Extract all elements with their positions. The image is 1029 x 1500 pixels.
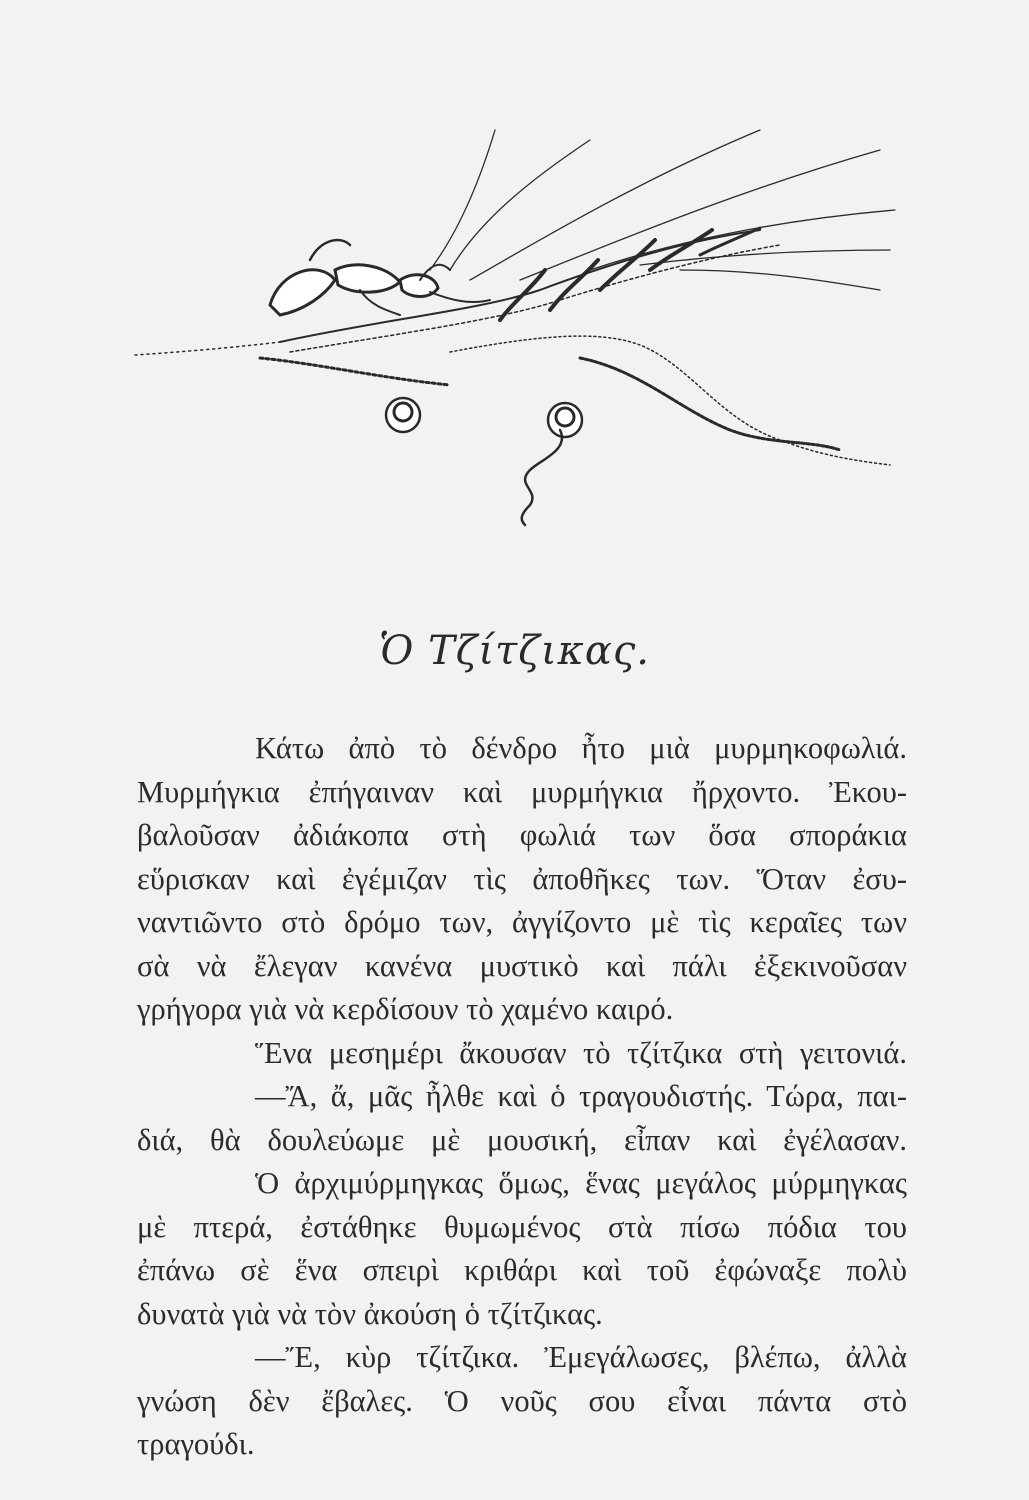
text-line: διά, θὰ δουλεύωμε μὲ μουσική, εἶπαν καὶ ἐγέλασαν.: [137, 1122, 907, 1157]
text-line: βαλοῦσαν ἀδιάκοπα στὴ φωλιά των ὅσα σποράκια: [137, 818, 907, 852]
text-line: εὕρισκαν καὶ ἐγέμιζαν τὶς ἀποθῆκες των. Ὅταν ἐσυ-: [137, 861, 907, 896]
paragraph: [137, 727, 907, 1032]
page-title: Ὁ Τζίτζικας.: [379, 628, 650, 674]
paragraph: [137, 1336, 907, 1467]
text-line: τραγούδι.: [137, 1427, 255, 1461]
text-line: Ὁ ἀρχιμύρμηγκας ὅμως, ἕνας μεγάλος μύρμηγκας: [255, 1166, 907, 1200]
text-line: Κάτω ἀπὸ τὸ δένδρο ἦτο μιὰ μυρμηκοφωλιά.: [255, 731, 907, 765]
text-line: γνώση δὲν ἔβαλες. Ὁ νοῦς σου εἶναι πάντα στὸ: [137, 1383, 907, 1418]
text-line: ναντιῶντο στὸ δρόμο των, ἀγγίζοντο μὲ τὶς κεραῖες των: [137, 905, 907, 939]
paragraph: [137, 1162, 907, 1336]
text-line: Μυρμήγκια ἐπήγαιναν καὶ μυρμήγκια ἤρχοντο. Ἐκου-: [137, 774, 907, 809]
text-line: —Ἄ, ἄ, μᾶς ἦλθε καὶ ὁ τραγουδιστής. Τώρα, παι-: [255, 1079, 907, 1113]
text-line: ἐπάνω σὲ ἕνα σπειρὶ κριθάρι καὶ τοῦ ἐφώναξε πολὺ: [137, 1253, 907, 1287]
text-line: μὲ πτερά, ἐστάθηκε θυμωμένος στὰ πίσω πόδια του: [137, 1209, 907, 1244]
text-line: δυνατὰ γιὰ νὰ τὸν ἀκούση ὁ τζίτζικας.: [137, 1296, 603, 1331]
ant-on-wheat-illustration: [120, 120, 920, 540]
paragraph: [137, 1075, 907, 1162]
text-line: —Ἔ, κὺρ τζίτζικα. Ἐμεγάλωσες, βλέπω, ἀλλὰ: [255, 1340, 907, 1374]
text-line: γρήγορα γιὰ νὰ κερδίσουν τὸ χαμένο καιρό.: [137, 992, 674, 1026]
text-line: σὰ νὰ ἔλεγαν κανένα μυστικὸ καὶ πάλι ἐξεκινοῦσαν: [137, 948, 907, 983]
text-line: Ἕνα μεσημέρι ἄκουσαν τὸ τζίτζικα στὴ γειτονιά.: [255, 1035, 907, 1070]
story-text: [137, 727, 907, 1467]
paragraph: [137, 1032, 907, 1076]
